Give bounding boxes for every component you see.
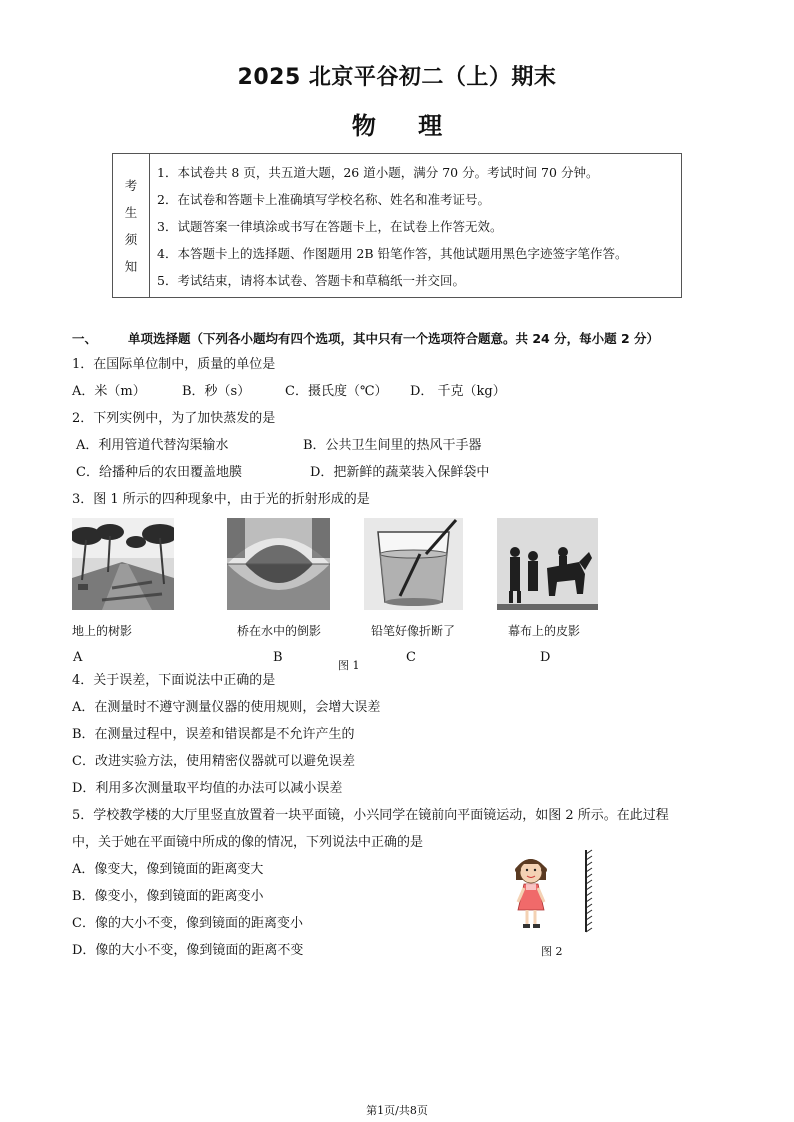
q3-caption-b: 桥在水中的倒影 (237, 624, 322, 638)
page-footer: 第1页/共8页 (366, 1104, 428, 1117)
q5-stem-line2: 中，关于她在平面镜中所成的像的情况，下列说法中正确的是 (72, 835, 424, 850)
notice-label: 考 生 须 知 (113, 154, 150, 297)
notice-box (112, 153, 682, 298)
figure-2-label: 图 2 (541, 945, 563, 958)
figure-1-label: 图 1 (338, 659, 360, 672)
q4-option-c: C．改进实验方法，使用精密仪器就可以避免误差 (72, 754, 355, 769)
q3-letter-c: C (406, 650, 416, 665)
subject-title: 物 理 (351, 112, 443, 140)
q1-option-d: D． 千克（kg） (410, 384, 506, 399)
q3-letter-b: B (273, 650, 283, 665)
q2-option-c: C．给播种后的农田覆盖地膜 (76, 465, 242, 480)
q3-caption-d: 幕布上的皮影 (508, 624, 581, 638)
q5-option-b: B．像变小，像到镜面的距离变小 (72, 889, 264, 904)
q3-letter-a: A (73, 650, 83, 665)
q1-option-c: C．摄氏度（℃） (285, 384, 388, 399)
q2-stem: 2．下列实例中，为了加快蒸发的是 (72, 411, 276, 426)
q3-caption-c: 铅笔好像折断了 (371, 624, 456, 638)
q3-caption-a: 地上的树影 (72, 624, 133, 638)
notice-item: 2．在试卷和答题卡上准确填写学校名称、姓名和准考证号。 (157, 192, 490, 207)
figure-bridge-reflection-image (227, 518, 330, 610)
q4-stem: 4．关于误差，下面说法中正确的是 (72, 673, 276, 688)
q4-option-b: B．在测量过程中，误差和错误都是不允许产生的 (72, 727, 355, 742)
q5-stem-line1: 5．学校教学楼的大厅里竖直放置着一块平面镜，小兴同学在镜前向平面镜运动，如图 2 所示。在此过程 (72, 808, 669, 823)
q4-option-a: A．在测量时不遵守测量仪器的使用规则，会增大误差 (72, 700, 381, 715)
q3-letter-d: D (540, 650, 551, 665)
notice-item: 1．本试卷共 8 页，共五道大题，26 道小题，满分 70 分。考试时间 70 分钟。 (157, 165, 599, 180)
q2-option-d: D．把新鲜的蔬菜装入保鲜袋中 (310, 465, 490, 480)
exam-title: 2025 北京平谷初二（上）期末 (237, 65, 557, 90)
figure-shadow-puppet-image (497, 518, 598, 610)
section-number: 一、 (72, 331, 98, 346)
figure-pencil-glass-image (364, 518, 463, 610)
notice-item: 5．考试结束，请将本试卷、答题卡和草稿纸一并交回。 (157, 273, 465, 288)
q1-stem: 1．在国际单位制中，质量的单位是 (72, 357, 276, 372)
q5-option-c: C．像的大小不变，像到镜面的距离变小 (72, 916, 303, 931)
figure-tree-shadow-image (72, 518, 174, 610)
q1-option-b: B．秒（s） (182, 384, 251, 399)
q1-option-a: A．米（m） (72, 384, 146, 399)
q2-option-b: B．公共卫生间里的热风干手器 (303, 438, 482, 453)
notice-item: 4．本答题卡上的选择题、作图题用 2B 铅笔作答，其他试题用黑色字迹签字笔作答。 (157, 246, 628, 261)
figure-girl-mirror-image (508, 848, 598, 934)
q4-option-d: D．利用多次测量取平均值的办法可以减小误差 (72, 781, 343, 796)
q3-stem: 3．图 1 所示的四种现象中，由于光的折射形成的是 (72, 492, 370, 507)
q2-option-a: A．利用管道代替沟渠输水 (76, 438, 229, 453)
q5-option-a: A．像变大，像到镜面的距离变大 (72, 862, 264, 877)
notice-items (157, 159, 628, 294)
notice-item: 3．试题答案一律填涂或书写在答题卡上，在试卷上作答无效。 (157, 219, 503, 234)
section-title: 单项选择题（下列各小题均有四个选项，其中只有一个选项符合题意。共 24 分，每小题 2 分） (128, 331, 660, 346)
q5-option-d: D．像的大小不变，像到镜面的距离不变 (72, 943, 304, 958)
